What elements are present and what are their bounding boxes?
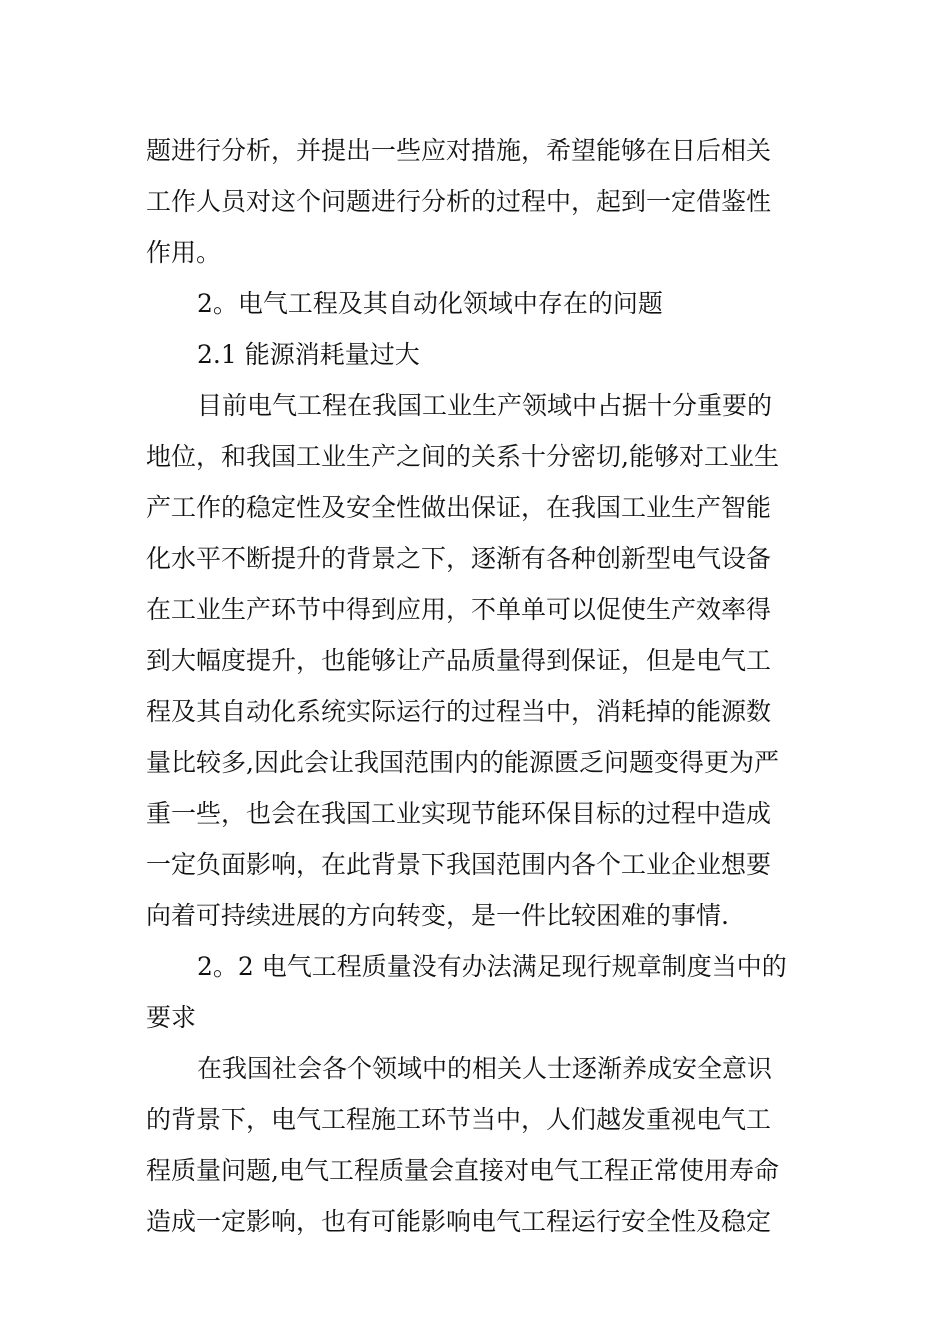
- subsection-heading-continued: 要求: [146, 1003, 197, 1032]
- text-line: 题进行分析，并提出一些应对措施，希望能够在日后相关: [146, 136, 772, 165]
- text-line: 一定负面影响，在此背景下我国范围内各个工业企业想要: [146, 850, 772, 879]
- text-line: 向着可持续进展的方向转变，是一件比较困难的事情.: [146, 901, 729, 930]
- text-line: 在我国社会各个领域中的相关人士逐渐养成安全意识: [197, 1054, 773, 1083]
- text-line: 的背景下，电气工程施工环节当中，人们越发重视电气工: [146, 1105, 772, 1134]
- text-line: 化水平不断提升的背景之下，逐渐有各种创新型电气设备: [146, 544, 772, 573]
- text-line: 造成一定影响，也有可能影响电气工程运行安全性及稳定: [146, 1207, 772, 1236]
- section-heading: 2。电气工程及其自动化领域中存在的问题: [197, 289, 663, 318]
- text-line: 产工作的稳定性及安全性做出保证，在我国工业生产智能: [146, 493, 772, 522]
- text-line: 程及其自动化系统实际运行的过程当中，消耗掉的能源数: [146, 697, 772, 726]
- text-line: 作用。: [146, 238, 222, 267]
- text-line: 地位，和我国工业生产之间的关系十分密切,能够对工业生: [146, 442, 779, 471]
- body-text: [146, 125, 796, 1247]
- text-line: 目前电气工程在我国工业生产领域中占据十分重要的: [197, 391, 773, 420]
- text-line: 到大幅度提升，也能够让产品质量得到保证，但是电气工: [146, 646, 772, 675]
- text-line: 在工业生产环节中得到应用，不单单可以促使生产效率得: [146, 595, 772, 624]
- text-line: 程质量问题,电气工程质量会直接对电气工程正常使用寿命: [146, 1156, 779, 1185]
- text-line: 工作人员对这个问题进行分析的过程中，起到一定借鉴性: [146, 187, 772, 216]
- subsection-heading: 2.1 能源消耗量过大: [197, 340, 420, 369]
- text-line: 重一些，也会在我国工业实现节能环保目标的过程中造成: [146, 799, 772, 828]
- subsection-heading: 2。2 电气工程质量没有办法满足现行规章制度当中的: [197, 952, 787, 981]
- text-line: 量比较多,因此会让我国范围内的能源匮乏问题变得更为严: [146, 748, 779, 777]
